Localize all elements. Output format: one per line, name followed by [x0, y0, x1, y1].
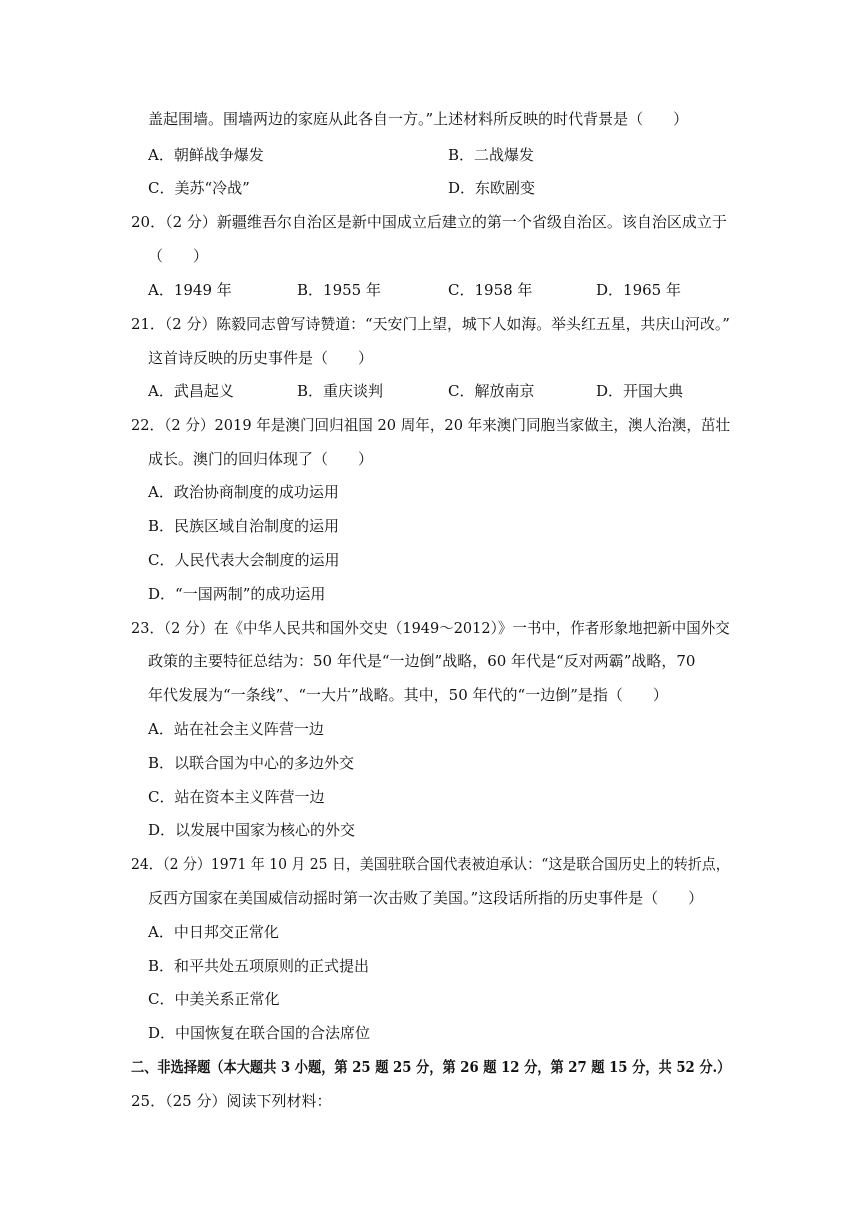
q21-option-d: D．开国大典 — [596, 382, 684, 400]
q19-option-b: B．二战爆发 — [448, 146, 535, 164]
q23-option-c: C．站在资本主义阵营一边 — [148, 788, 325, 806]
q22-stem-line-1: 22．（2 分）2019 年是澳门回归祖国 20 周年，20 年来澳门同胞当家做主，澳人治澳，茁壮 — [131, 416, 731, 434]
q24-option-d: D．中国恢复在联合国的合法席位 — [148, 1024, 371, 1042]
q24-option-b: B．和平共处五项原则的正式提出 — [148, 957, 370, 975]
q22-option-b: B．民族区域自治制度的运用 — [148, 517, 340, 535]
q20-option-a: A．1949 年 — [148, 281, 232, 299]
q21-stem-line-1: 21．（2 分）陈毅同志曾写诗赞道：“天安门上望，城下人如海。举头红五星，共庆山河改。” — [131, 315, 730, 333]
q20-option-b: B．1955 年 — [297, 281, 381, 299]
q23-option-a: A．站在社会主义阵营一边 — [148, 720, 324, 738]
q23-stem-line-2: 政策的主要特征总结为：50 年代是“一边倒”战略，60 年代是“反对两霸”战略，70 — [148, 652, 696, 670]
q24-option-a: A．中日邦交正常化 — [148, 923, 279, 941]
q24-stem-line-1: 24．（2 分）1971 年 10 月 25 日，美国驻联合国代表被迫承认：“这是联合国历史上的转折点， — [131, 855, 730, 873]
q25-stem-line-1: 25．（25 分）阅读下列材料： — [131, 1092, 332, 1110]
q24-option-c: C．中美关系正常化 — [148, 990, 280, 1008]
q23-option-b: B．以联合国为中心的多边外交 — [148, 754, 355, 772]
q23-stem-line-1: 23．（2 分）在《中华人民共和国外交史（1949～2012）》一书中，作者形象地把新中国外交 — [131, 619, 730, 637]
q19-option-d: D．东欧剧变 — [448, 179, 536, 197]
q20-stem-line-2: （ ） — [148, 247, 209, 265]
q19-option-c: C．美苏“冷战” — [148, 179, 250, 197]
q20-stem-line-1: 20．（2 分）新疆维吾尔自治区是新中国成立后建立的第一个省级自治区。该自治区成立于 — [131, 213, 727, 231]
q21-option-a: A．武昌起义 — [148, 382, 234, 400]
q22-option-a: A．政治协商制度的成功运用 — [148, 483, 339, 501]
q20-option-d: D．1965 年 — [596, 281, 681, 299]
q20-option-c: C．1958 年 — [448, 281, 533, 299]
q22-option-d: D．“一国两制”的成功运用 — [148, 585, 326, 603]
q21-option-b: B．重庆谈判 — [297, 382, 384, 400]
q21-option-c: C．解放南京 — [448, 382, 535, 400]
q19-stem-tail: 盖起围墙。围墙两边的家庭从此各自一方。”上述材料所反映的时代背景是（ ） — [148, 110, 689, 128]
section-2-heading: 二、非选择题（本大题共 3 小题，第 25 题 25 分，第 26 题 12 分，第 27 题 15 分，共 52 分.） — [131, 1058, 731, 1076]
q22-option-c: C．人民代表大会制度的运用 — [148, 551, 340, 569]
q24-stem-line-2: 反西方国家在美国威信动摇时第一次击败了美国。”这段话所指的历史事件是（ ） — [148, 889, 704, 907]
q19-option-a: A．朝鲜战争爆发 — [148, 146, 264, 164]
q23-option-d: D．以发展中国家为核心的外交 — [148, 821, 356, 839]
q22-stem-line-2: 成长。澳门的回归体现了（ ） — [148, 450, 374, 468]
q23-stem-line-3: 年代发展为“一条线”、“一大片”战略。其中，50 年代的“一边倒”是指（ ） — [148, 686, 668, 704]
q21-stem-line-2: 这首诗反映的历史事件是（ ） — [148, 349, 374, 367]
